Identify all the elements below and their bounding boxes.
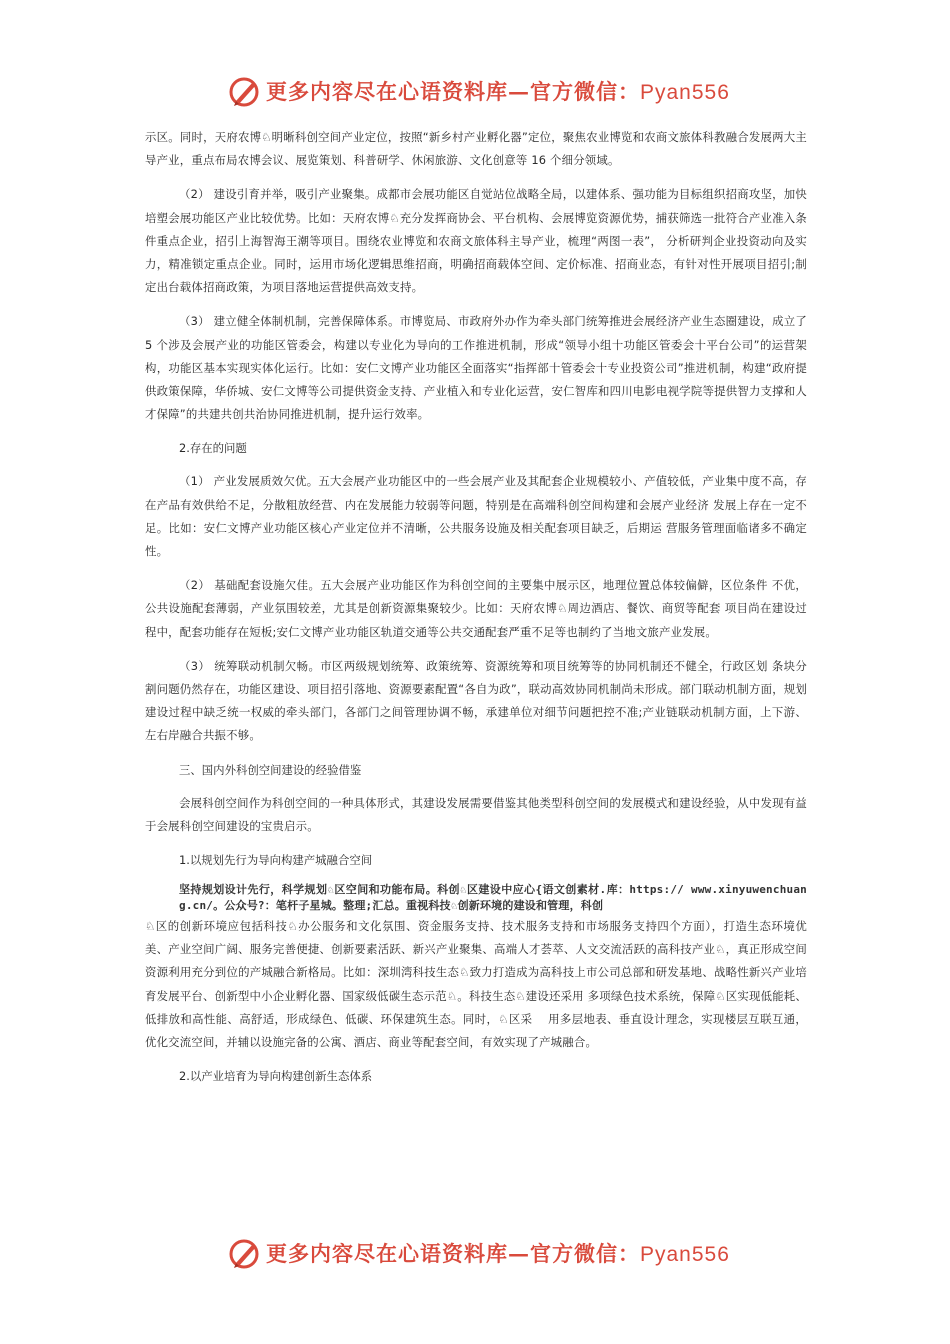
banner-text (266, 1238, 730, 1268)
banner-label: 更多内容尽在心语资料库—官方微信： (266, 1241, 640, 1266)
pen-logo-icon (226, 74, 262, 110)
section-heading: 1.以规划先行为导向构建产城融合空间 (179, 853, 373, 868)
header-banner (0, 72, 950, 112)
footer-banner (0, 1234, 950, 1274)
banner-label: 更多内容尽在心语资料库—官方微信： (266, 79, 640, 104)
paragraph: （2） 建设引育并举，吸引产业聚集。成都市会展功能区自觉站位战略全局，以建体系、强功能为目标组织招商攻坚，加快培塑会展功能区产业比较优势。比如：天府农博♘充分发挥商协会、平台机构、会展博览资源优势，捕获筛选一批符合产业准入条件重点企业，招引上海智海王潮等项目。围绕农业博览和农商文旅体科主导产业，梳理“两图一表”， 分析研判企业投资动向及实力，精准锁定重点企业。同时，运用市场化逻辑思维招商，明确招商载体空间、定价标准、招商业态，有针对性开展项目招引;制定出台载体招商政策，为项目落地运营提供高效支持。 (145, 187, 807, 295)
section-heading: 三、国内外科创空间建设的经验借鉴 (179, 762, 362, 777)
banner-text (266, 76, 730, 106)
paragraph: 会展科创空间作为科创空间的一种具体形式，其建设发展需要借鉴其他类型科创空间的发展模式和建设经验，从中发现有益于会展科创空间建设的宝贵启示。 (145, 795, 807, 833)
paragraph: （3） 建立健全体制机制，完善保障体系。市博览局、市政府外办作为牵头部门统筹推进会展经济产业生态圈建设，成立了 5 个涉及会展产业的功能区管委会，构建以专业化为导向的工作推进机制，形成“领导小组十功能区管委会十平台公司”的运营架构，功能区基本实现实体化运行。比如：安仁文博产业功能区全面落实“指挥部十管委会十专业投资公司”推进机制，构建“政府提供政策保障，华侨城、安仁文博等公司提供资金支持、产业植入和专业化运营，安仁智库和四川电影电视学院等提供智力支撑和人才保障”的共建共创共治协同推进机制，提升运行效率。 (145, 314, 807, 422)
banner-wechat-id: Pyan556 (640, 81, 730, 104)
paragraph: 示区。同时，天府农博♘明晰科创空间产业定位，按照“新乡村产业孵化器”定位，聚焦农业博览和农商文旅体科教融合发展两大主导产业，重点布局农博会议、展览策划、科普研学、休闲旅游、文化创意等 16 个细分领域。 (145, 130, 807, 168)
banner-wechat-id: Pyan556 (640, 1243, 730, 1266)
section-heading: 2.以产业培育为导向构建创新生态体系 (179, 1069, 373, 1084)
section-heading: 2.存在的问题 (179, 441, 247, 456)
paragraph: （3） 统筹联动机制欠畅。市区两级规划统筹、政策统筹、资源统筹和项目统筹等的协同机制还不健全，行政区划 条块分割问题仍然存在，功能区建设、项目招引落地、资源要素配置“各自为政”，联动高效协同机制尚未形成。部门联动机制方面，规划建设过程中缺乏统一权威的牵头部门，各部门之间管理协调不畅，承建单位对细节问题把控不准;产业链联动机制方面，上下游、左右岸融合共振不够。 (145, 658, 807, 743)
document-body (145, 126, 807, 1098)
pen-logo-icon (226, 1236, 262, 1272)
paragraph: （1） 产业发展质效欠优。五大会展产业功能区中的一些会展产业及其配套企业规模较小、产值较低，产业集中度不高，存在产品有效供给不足，分散粗放经营、内在发展能力较弱等问题，特别是在高端科创空间构建和会展产业经济 发展上存在一定不足。比如：安仁文博产业功能区核心产业定位并不清晰，公共服务设施及相关配套项目缺乏，后期运 营服务管理面临诸多不确定性。 (145, 474, 807, 559)
paragraph: 坚持规划设计先行，科学规划♘区空间和功能布局。科创♘区建设中应心{语文创素材.库：https:// www.xinyuwenchuang.cn/。公众号?：笔杆子星城。整理;汇总。重视科技♘创新环境的建设和管理，科创 (179, 883, 807, 913)
paragraph: ♘区的创新环境应包括科技♘办公服务和文化氛围、资金服务支持、技术服务支持和市场服务支持四个方面），打造生态环境优美、产业空间广阔、服务完善便捷、创新要素活跃、新兴产业聚集、高端人才荟萃、人文交流活跃的高科技产业♘，真正形成空间资源利用充分到位的产城融合新格局。比如：深圳湾科技生态♘致力打造成为高科技上市公司总部和研发基地、战略性新兴产业培育发展平台、创新型中小企业孵化器、国家级低碳生态示范♘。科技生态♘建设还采用 多项绿色技术系统，保障♘区实现低能耗、低排放和高性能、高舒适，形成绿色、低碳、环保建筑生态。同时，♘区采 用多层地表、垂直设计理念，实现楼层互联互通，优化交流空间，并辅以设施完备的公寓、酒店、商业等配套空间，有效实现了产城融合。 (145, 919, 807, 1050)
paragraph: （2） 基础配套设施欠佳。五大会展产业功能区作为科创空间的主要集中展示区，地理位置总体较偏僻，区位条件 不优，公共设施配套薄弱，产业氛围较差，尤其是创新资源集聚较少。比如：天府农博♘周边酒店、餐饮、商贸等配套 项目尚在建设过程中，配套功能存在短板;安仁文博产业功能区轨道交通等公共交通配套严重不足等也制约了当地文旅产业发展。 (145, 578, 807, 639)
